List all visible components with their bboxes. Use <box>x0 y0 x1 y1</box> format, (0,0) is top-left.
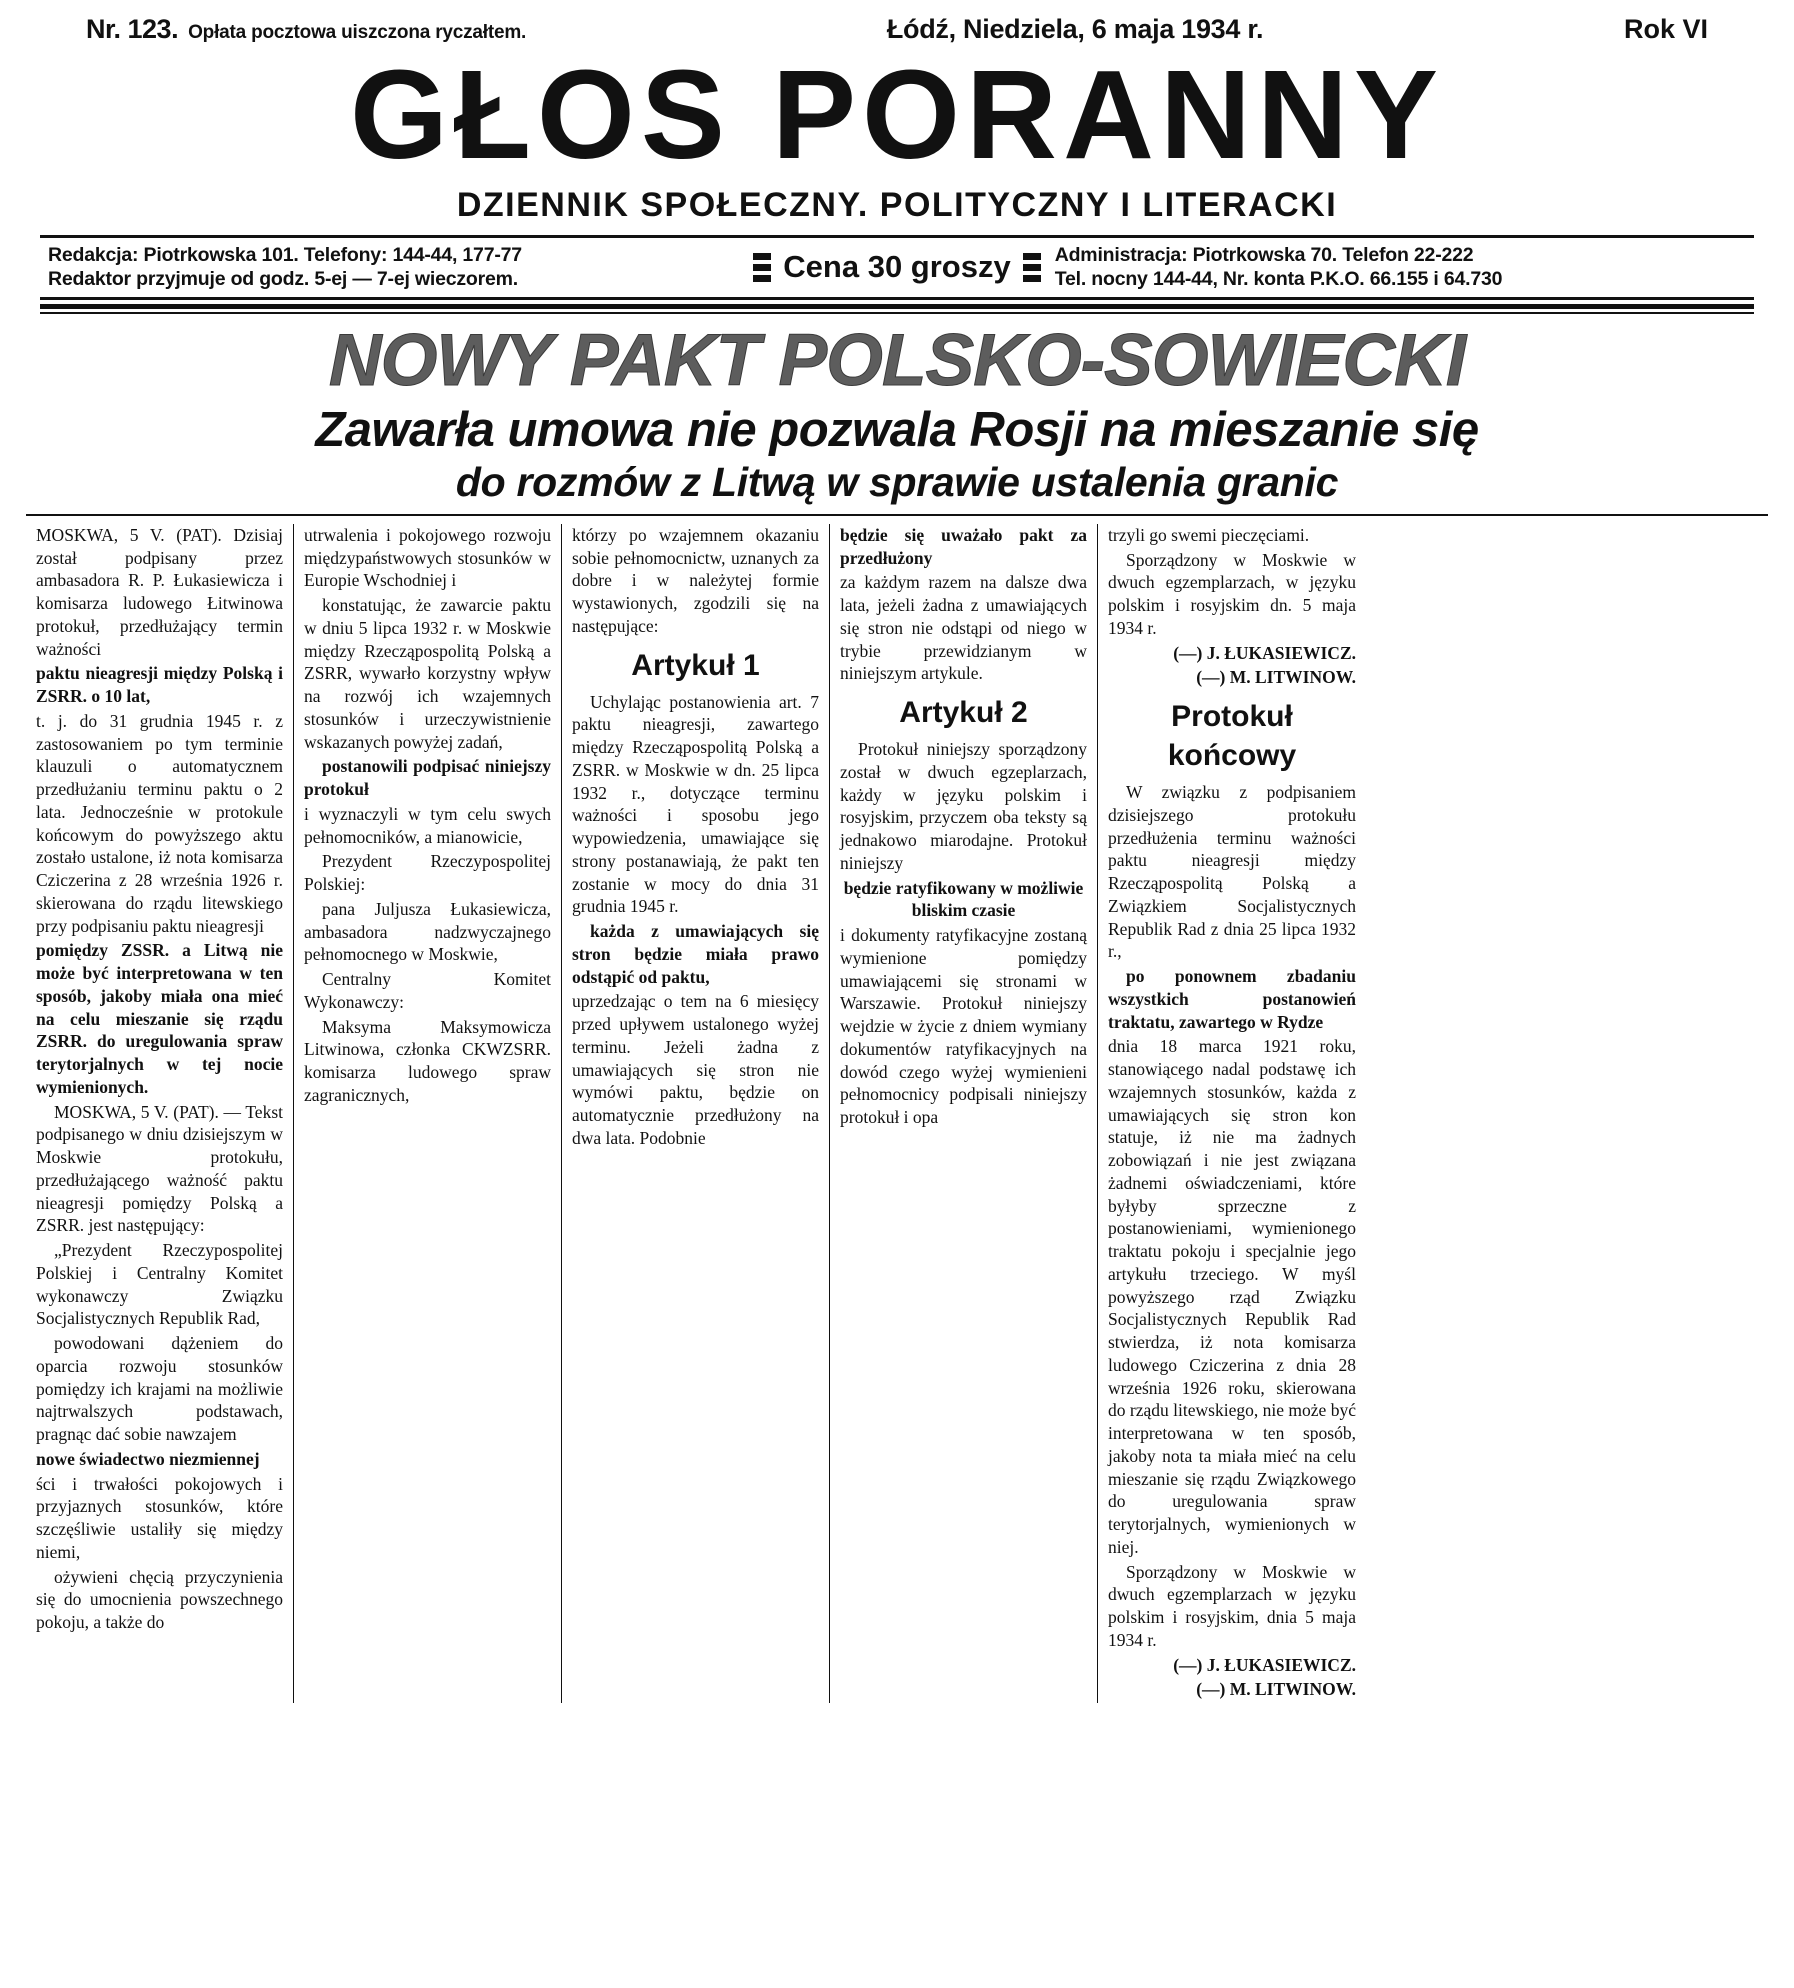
price-label: Cena 30 groszy <box>783 249 1011 285</box>
newspaper-subtitle: DZIENNIK SPOŁECZNY. POLITYCZNY I LITERACKI <box>456 185 1338 224</box>
paragraph: Protokuł niniejszy sporządzony został w dwuch egzeplarzach, każdy w języku polskim i rosyjskim, przyczem oba teksty są jednakowo miarodajne. Protokuł niniejszy <box>840 739 1087 873</box>
column-4 <box>830 524 1098 1703</box>
paragraph: Centralny Komitet Wykonawczy: <box>304 969 551 1012</box>
paragraph: powodowani dążeniem do oparcia rozwoju stosunków pomiędzy ich krajami na możliwie najtrwalszych podstawach, pragnąc dać sobie nawzajem <box>36 1333 283 1445</box>
place-and-date: Łódź, Niedziela, 6 maja 1934 r. <box>886 14 1264 44</box>
column-5 <box>1098 524 1366 1703</box>
ornament-bars-left <box>753 253 771 282</box>
masthead-info-bar <box>40 235 1754 301</box>
paragraph: pana Juljusza Łukasiewicza, ambasadora nadzwyczajnego pełnomocnego w Moskwie, <box>304 898 551 965</box>
paragraph: nowe świadectwo niezmiennej <box>36 1448 260 1469</box>
column-3 <box>562 524 830 1703</box>
article-heading-2: Artykuł 2 <box>899 696 1028 730</box>
year-number: Rok VI <box>1623 14 1708 44</box>
paragraph: paktu nieagresji między Polską i ZSRR. o 10 lat, <box>36 663 283 707</box>
administration-line-2: Tel. nocny 144-44, Nr. konta P.K.O. 66.155 i 64.730 <box>1054 268 1503 291</box>
paragraph: i wyznaczyli w tym celu swych pełnomocników, a mianowicie, <box>304 803 551 847</box>
paragraph: każda z umawiających się stron będzie miała prawo odstąpić od paktu, <box>572 921 819 987</box>
article-columns <box>26 514 1768 1703</box>
editorial-line-1: Redakcja: Piotrkowska 101. Telefony: 144-44, 177-77 <box>48 243 522 266</box>
paragraph: Prezydent Rzeczypospolitej Polskiej: <box>304 851 551 895</box>
paragraph: pomiędzy ZSSR. a Litwą nie może być interpretowana w ten sposób, jakoby miała ona mieć na celu mieszanie się rządu ZSRR. do uregulowania spraw terytorjalnych w tej nocie wymienionych. <box>36 940 283 1097</box>
paragraph: MOSKWA, 5 V. (PAT). Dzisiaj został podpisany przez ambasadora R. P. Łukasiewicza i komisarza ludowego Łitwinowa protokuł, przedłużający termin ważności <box>36 524 283 659</box>
paragraph: uprzedzając o tem na 6 miesięcy przed upływem ustalonego wyżej terminu. Jeżeli żadna z umawiających się stron nie wymówi paktu, będzie on automatycznie przedłużony na dwa lata. Podobnie <box>572 991 819 1148</box>
column-1 <box>26 524 294 1703</box>
paragraph: t. j. do 31 grudnia 1945 r. z zastosowaniem po tym terminie klauzuli o automatycznem przedłużaniu terminu paktu o 2 lata. Jednocześnie w protokule końcowym do powyższego aktu zostało ustalone, iż nota komisarza Cziczerina z 28 września 1926 r. skierowana do rządu litewskiego przy podpisaniu paktu nieagresji <box>36 710 283 936</box>
paragraph: Sporządzony w Moskwie w dwuch egzemplarzach w języku polskim i rosyjskim, dnia 5 maja 1934 r. <box>1108 1561 1356 1650</box>
paragraph: trzyli go swemi pieczęciami. <box>1108 524 1310 545</box>
paragraph: Maksyma Maksymowicza Litwinowa, członka CKWZSRR. komisarza ludowego spraw zagranicznych, <box>304 1016 551 1105</box>
paragraph: Uchylając postanowienia art. 7 paktu nieagresji, zawartego między Rzecząpospolitą Polską a ZSRR. w Moskwie w dn. 25 lipca 1932 r., dotyczące terminu ważności i sposobu jego wypowiedzenia, umawiające się strony postanawiają, że pakt ten zostanie w mocy do dnia 31 grudnia 1945 r. <box>572 691 819 917</box>
paragraph: Sporządzony w Moskwie w dwuch egzemplarzach, w języku polskim i rosyjskim dn. 5 maja 1934 r. <box>1108 549 1356 638</box>
column-2 <box>294 524 562 1703</box>
signature: (—) J. ŁUKASIEWICZ. <box>1173 1654 1356 1675</box>
paragraph: utrwalenia i pokojowego rozwoju międzypaństwowych stosunków w Europie Wschodniej i <box>304 524 551 591</box>
newspaper-title: GŁOS PORANNY <box>349 44 1445 185</box>
paragraph: za każdym razem na dalsze dwa lata, jeżeli żadna z umawiających się stron nie odstąpi od niego w trybie przewidzianym w niniejszym artykule. <box>840 572 1087 684</box>
paragraph: MOSKWA, 5 V. (PAT). — Tekst podpisanego w dniu dzisiejszym w Moskwie protokułu, przedłużającego ważność paktu nieagresji pomiędzy Polską a ZSRR. jest następujący: <box>36 1101 283 1236</box>
masthead-left <box>86 14 526 45</box>
divider-thick <box>40 304 1754 309</box>
administration-line-1: Administracja: Piotrkowska 70. Telefon 22-222 <box>1054 243 1474 266</box>
article-heading-3: Protokuł końcowy <box>1167 700 1297 773</box>
paragraph: będzie się uważało pakt za przedłużony <box>840 524 1087 568</box>
paragraph: W związku z podpisaniem dzisiejszego protokułu przedłużenia terminu ważności paktu nieagresji między Rzecząpospolitą Polską a Związkiem Socjalistycznych Republik Rad z dnia 25 lipca 1932 r., <box>1108 782 1356 962</box>
paragraph: będzie ratyfikowany w możliwie bliskim czasie <box>843 877 1084 921</box>
paragraph: ożywieni chęcią przyczynienia się do umocnienia powszechnego pokoju, a także do <box>36 1566 283 1633</box>
paragraph: którzy po wzajemnem okazaniu sobie pełnomocnictw, uznanych za dobre i w należytej formie wystawionych, zgodzili się na następujące: <box>572 524 819 636</box>
divider-thin <box>40 312 1754 314</box>
lead-subheadline-2: do rozmów z Litwą w sprawie ustalenia granic <box>455 458 1339 505</box>
lead-headline: NOWY PAKT POLSKO-SOWIECKI <box>328 320 1466 402</box>
paragraph: postanowili podpisać niniejszy protokuł <box>304 756 551 800</box>
paragraph: dnia 18 marca 1921 roku, stanowiącego nadal podstawę ich wzajemnych stosunków, każda z umawiających się stron kon statuje, iż nie ma żadnych zobowiązań i nie jest związana żadnemi oświadczeniami, które byłyby sprzeczne z postanowieniami, wymienionego traktatu pokoju i specjalnie jego artykułu trzeciego. W myśl powyższego rząd Związku Socjalistycznych Republik Rad stwierdza, iż nota komisarza ludowego Cziczerina z dnia 28 września 1926 roku, skierowana do rządu litewskiego, nie może być interpretowana w ten sposób, jakoby nota ta miała mieć na celu mieszanie się rządu Związkowego do uregulowania spraw terytorjalnych, wymienionych w niej. <box>1108 1036 1356 1557</box>
paragraph: po ponownem zbadaniu wszystkich postanowień traktatu, zawartego w Rydze <box>1108 966 1356 1032</box>
issue-number: Nr. 123. <box>86 14 179 44</box>
administration-contact <box>1047 241 1754 295</box>
ornament-bars-right <box>1023 253 1041 282</box>
editorial-contact <box>40 241 747 295</box>
postage-note: Opłata pocztowa uiszczona ryczałtem. <box>188 22 527 43</box>
lead-subheadline-1: Zawarła umowa nie pozwala Rosji na mieszanie się <box>315 403 1479 458</box>
price-block <box>747 241 1046 295</box>
masthead-topline <box>26 10 1768 47</box>
paragraph: „Prezydent Rzeczypospolitej Polskiej i Centralny Komitet wykonawczy Związku Socjalistycznych Republik Rad, <box>36 1240 283 1329</box>
paragraph: i dokumenty ratyfikacyjne zostaną wymienione pomiędzy umawiającemi się stronami w Warszawie. Protokuł niniejszy wejdzie w życie z dniem wymiany dokumentów ratyfikacyjnych na dowód czego wyżej wymienieni pełnomocnicy podpisali niniejszy protokuł i opa <box>840 925 1087 1128</box>
paragraph: konstatując, że zawarcie paktu w dniu 5 lipca 1932 r. w Moskwie między Rzecząpospolitą Polską a ZSRR, wywarło korzystny wpływ na rozwój ich wzajemnych stosunków i urzeczywistnienie wskazanych powyżej zadań, <box>304 595 551 752</box>
signature: (—) M. LITWINOW. <box>1196 667 1356 688</box>
paragraph: ści i trwałości pokojowych i przyjaznych stosunków, które szczęśliwie ustaliły się między niemi, <box>36 1473 283 1562</box>
editorial-line-2: Redaktor przyjmuje od godz. 5-ej — 7-ej wieczorem. <box>48 268 519 291</box>
signature: (—) J. ŁUKASIEWICZ. <box>1173 642 1356 663</box>
signature: (—) M. LITWINOW. <box>1196 1679 1356 1700</box>
article-heading-1: Artykuł 1 <box>631 648 760 682</box>
